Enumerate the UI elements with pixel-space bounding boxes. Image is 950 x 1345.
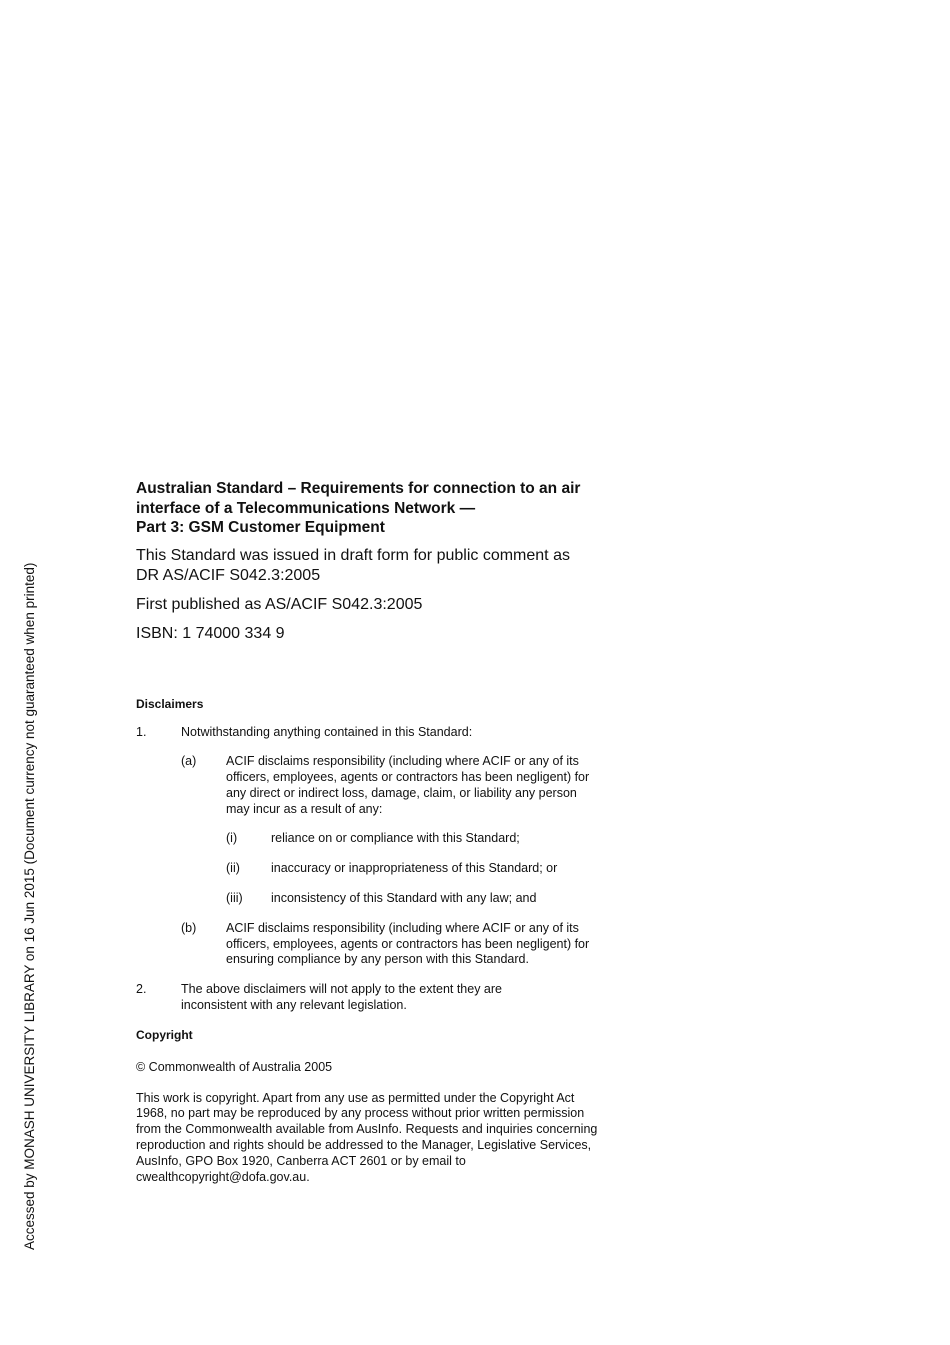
disclaimers-heading: Disclaimers	[136, 696, 204, 711]
isbn: ISBN: 1 74000 334 9	[136, 624, 285, 642]
disclaimer-item-1a-iii	[136, 891, 606, 907]
disclaimer-item-1	[136, 725, 606, 741]
item-number: 2.	[136, 982, 147, 997]
item-number: 1.	[136, 724, 147, 739]
item-number: (a)	[181, 754, 197, 769]
copyright-body: This work is copyright. Apart from any use as permitted under the Copyright Act 1968, no part may be reproduced by any process without prior written permission from the Commonwealth available from AusInfo. Requests and inquiries concerning reproduction and rights should be addressed to the Manager, Legislative Services, AusInfo, GPO Box 1920, Canberra ACT 2601 or by email to cwealthcopyright@dofa.gov.au.	[136, 1090, 598, 1184]
document-body	[136, 479, 606, 1185]
item-text: The above disclaimers will not apply to the extent they are inconsistent with any relevant legislation.	[181, 982, 503, 1013]
item-number: (iii)	[226, 891, 243, 906]
item-number: (i)	[226, 831, 238, 846]
item-text: inaccuracy or inappropriateness of this Standard; or	[271, 861, 558, 876]
disclaimer-item-1b	[136, 921, 606, 968]
item-text: ACIF disclaims responsibility (including where ACIF or any of its officers, employees, agents or contractors has been negligent) for ensuring compliance by any person with this Standard.	[226, 920, 590, 967]
title-line-2: interface of a Telecommunications Network —	[136, 499, 476, 517]
disclaimer-item-1a-ii	[136, 861, 606, 877]
disclaimer-item-1a-i	[136, 831, 606, 847]
item-text: reliance on or compliance with this Standard;	[271, 831, 520, 846]
copyright-notice: © Commonwealth of Australia 2005	[136, 1059, 333, 1074]
standard-title	[136, 479, 606, 538]
item-number: (b)	[181, 920, 197, 935]
title-line-3: Part 3: GSM Customer Equipment	[136, 519, 385, 536]
item-text: Notwithstanding anything contained in this Standard:	[181, 724, 473, 739]
title-line-1: Australian Standard – Requirements for connection to an air	[136, 480, 581, 497]
disclaimer-item-1a	[136, 754, 606, 817]
item-number: (ii)	[226, 861, 240, 876]
first-published: First published as AS/ACIF S042.3:2005	[136, 595, 423, 613]
copyright-heading: Copyright	[136, 1027, 193, 1042]
item-text: inconsistency of this Standard with any law; and	[271, 891, 537, 906]
item-text: ACIF disclaims responsibility (including where ACIF or any of its officers, employees, agents or contractors has been negligent) for any direct or indirect loss, damage, claim, or liability any person may incur as a result of any:	[226, 754, 590, 816]
draft-notice: This Standard was issued in draft form for public comment as DR AS/ACIF S042.3:2005	[136, 546, 570, 584]
access-watermark: Accessed by MONASH UNIVERSITY LIBRARY on 16 Jun 2015 (Document currency not guaranteed when printed)	[22, 562, 37, 1250]
disclaimer-item-2	[136, 982, 606, 1014]
